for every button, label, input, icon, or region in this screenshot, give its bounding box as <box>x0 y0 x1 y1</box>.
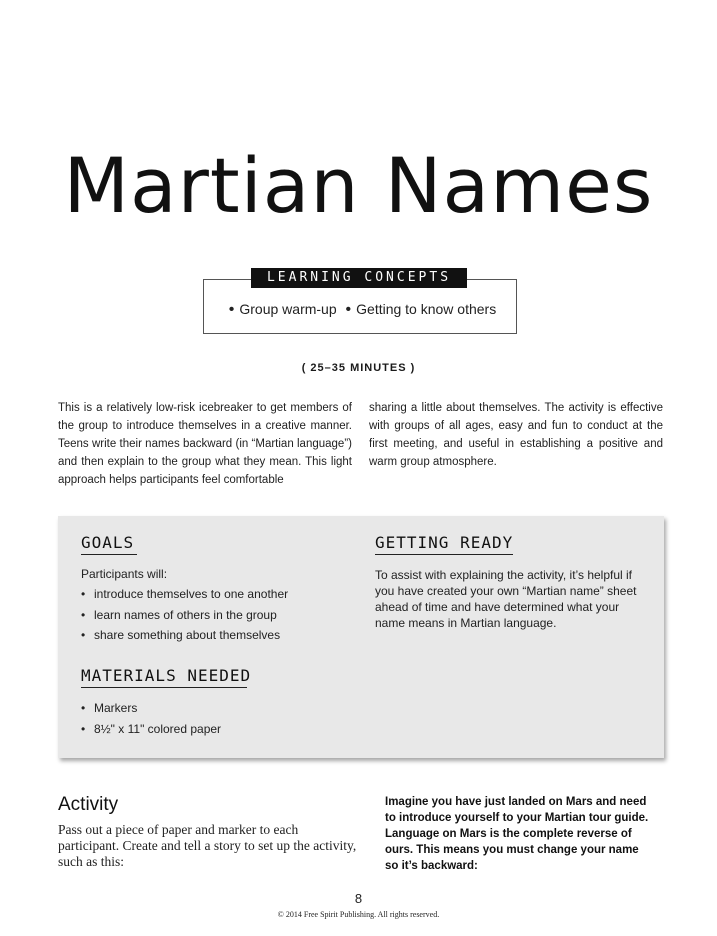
page-title: Martian Names <box>63 141 654 230</box>
bullet-icon: • <box>228 301 235 318</box>
getting-ready-heading-text: GETTING READY <box>375 533 514 552</box>
activity-text: Pass out a piece of paper and marker to each participant. Create and tell a story to set up the activity, such as this: <box>58 822 357 869</box>
intro-paragraph-col2: sharing a little about themselves. The activity is effective with groups of all ages, easy and fun to conduct at the first meeting, and useful in establishing a positive and warm group atmosphere. <box>369 402 663 468</box>
list-item: • Markers <box>81 698 221 719</box>
list-item: • 8½" x 11" colored paper <box>81 719 221 740</box>
bullet-icon: • <box>345 301 352 318</box>
intro-paragraph-col1: This is a relatively low-risk icebreaker to get members of the group to introduce themselves in a creative manner. Teens write their names backward (in “Martian language”) and then explain to the group what they mean. This light approach helps participants feel comfortable <box>58 402 352 486</box>
goals-heading <box>81 533 137 555</box>
heading-underline <box>375 554 513 555</box>
learning-concept-item: Group warm-up <box>239 301 337 317</box>
goals-list <box>81 584 288 646</box>
activity-heading: Activity <box>58 794 119 815</box>
getting-ready-heading <box>375 533 513 555</box>
learning-concepts-label: LEARNING CONCEPTS <box>251 268 467 288</box>
list-item: • learn names of others in the group <box>81 605 288 626</box>
list-item: • share something about themselves <box>81 625 288 646</box>
copyright: © 2014 Free Spirit Publishing. All rights reserved. <box>277 910 440 919</box>
materials-heading-text: MATERIALS NEEDED <box>81 666 252 685</box>
goals-heading-text: GOALS <box>81 533 135 552</box>
heading-underline <box>81 554 137 555</box>
materials-heading <box>81 666 251 688</box>
materials-list <box>81 698 221 739</box>
activity-quote: Imagine you have just landed on Mars and need to introduce yourself to your Martian tour guide. Language on Mars is the complete reverse of ours. This means you must change your name so it’s backward: <box>385 796 649 872</box>
learning-concept-item: Getting to know others <box>356 301 497 317</box>
page-number: 8 <box>354 891 363 906</box>
goals-lead: Participants will: <box>81 567 168 581</box>
getting-ready-text: To assist with explaining the activity, it’s helpful if you have created your own “Martian name” sheet ahead of time and have determined what your name means in Martian language. <box>375 568 637 630</box>
heading-underline <box>81 687 247 688</box>
duration: ( 25–35 MINUTES ) <box>301 362 416 374</box>
list-item: • introduce themselves to one another <box>81 584 288 605</box>
learning-concepts-list <box>203 301 517 319</box>
